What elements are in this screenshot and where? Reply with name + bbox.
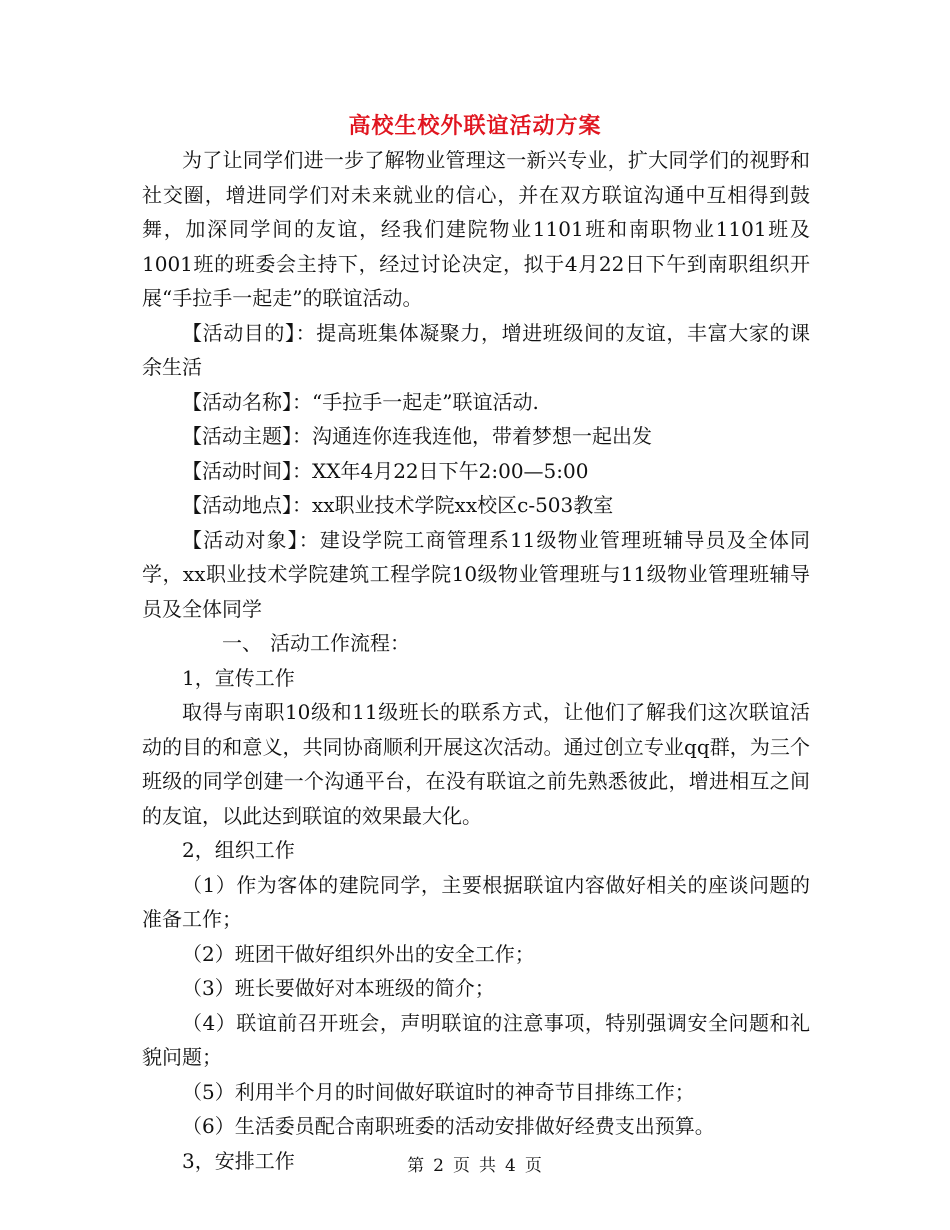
activity-purpose: 【活动目的】：提高班集体凝聚力，增进班级间的友谊，丰富大家的课余生活	[142, 320, 810, 379]
footer-mid2: 共	[479, 1156, 497, 1176]
page-footer	[0, 1154, 950, 1178]
footer-prefix: 第	[407, 1156, 426, 1176]
step2-item: （4）联谊前召开班会，声明联谊的注意事项，特别强调安全问题和礼貌问题；	[142, 1010, 810, 1069]
document-title: 高校生校外联谊活动方案	[348, 113, 602, 139]
step2-item: （6）生活委员配合南职班委的活动安排做好经费支出预算。	[182, 1114, 715, 1138]
footer-current-page: 2	[433, 1156, 445, 1176]
footer-suffix: 页	[524, 1156, 543, 1176]
activity-name: 【活动名称】：“手拉手一起走”联谊活动.	[182, 389, 539, 414]
activity-location: 【活动地点】：xx职业技术学院xx校区c-503教室	[182, 493, 614, 517]
footer-total-pages: 4	[505, 1156, 517, 1176]
step2-item: （3）班长要做好对本班级的简介；	[182, 976, 495, 1000]
step3-heading: 3，安排工作	[182, 1148, 295, 1173]
step2-item: （1）作为客体的建院同学，主要根据联谊内容做好相关的座谈问题的准备工作；	[142, 872, 810, 931]
step1-heading: 1，宣传工作	[182, 665, 295, 690]
section-one-number: 一、	[222, 631, 262, 655]
activity-time: 【活动时间】：XX年4月22日下午2:00—5:00	[182, 458, 589, 483]
step1-text: 取得与南职10级和11级班长的联系方式，让他们了解我们这次联谊活动的目的和意义，共同协商顺利开展这次活动。通过创立专业qq群，为三个班级的同学创建一个沟通平台，在没有联谊之前先熟悉彼此，增进相互之间的友谊，以此达到联谊的效果最大化。	[142, 700, 810, 828]
activity-participants: 【活动对象】：建设学院工商管理系11级物业管理班辅导员及全体同学，xx职业技术学院建筑工程学院10级物业管理班与11级物业管理班辅导员及全体同学	[142, 527, 810, 621]
step2-item: （2）班团干做好组织外出的安全工作；	[182, 941, 535, 966]
document-body	[142, 143, 810, 1178]
step2-item: （5）利用半个月的时间做好联谊时的神奇节目排练工作；	[182, 1079, 695, 1104]
section-one-heading	[142, 626, 810, 661]
section-one-label: 活动工作流程：	[270, 631, 410, 655]
footer-mid1: 页	[453, 1156, 471, 1176]
activity-theme: 【活动主题】：沟通连你连我连他，带着梦想一起出发	[182, 424, 652, 448]
intro-paragraph: 为了让同学们进一步了解物业管理这一新兴专业，扩大同学们的视野和社交圈，增进同学们对未来就业的信心，并在双方联谊沟通中互相得到鼓舞，加深同学间的友谊，经我们建院物业1101班和南职物业1101班及1001班的班委会主持下，经过讨论决定，拟于4月22日下午到南职组织开展“手拉手一起走”的联谊活动。	[142, 148, 810, 310]
step2-heading: 2，组织工作	[182, 838, 295, 862]
